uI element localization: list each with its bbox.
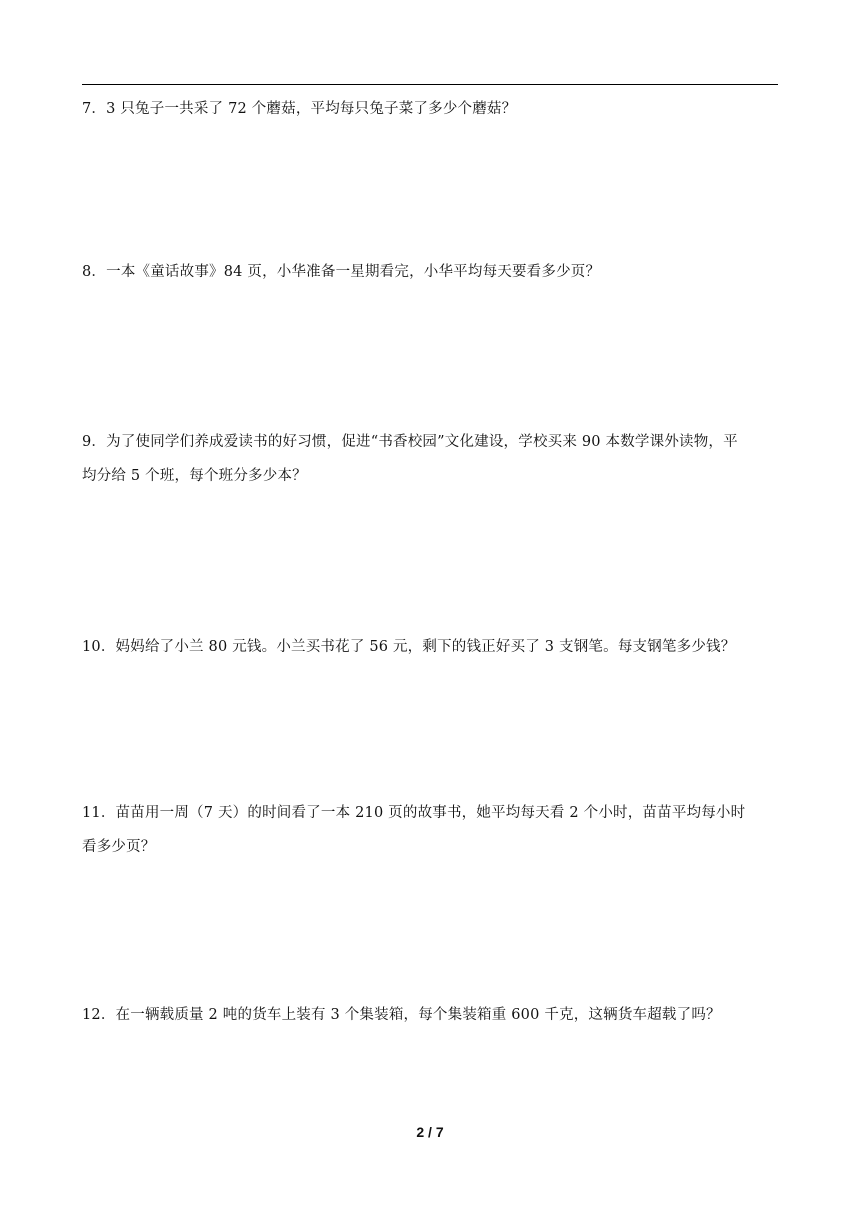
question-text: 12．在一辆载质量 2 吨的货车上装有 3 个集装箱，每个集装箱重 600 千克，这辆货车超载了吗？: [82, 1007, 721, 1023]
question-12: [82, 998, 782, 1032]
question-text: 8．一本《童话故事》84 页，小华准备一星期看完，小华平均每天要看多少页？: [82, 264, 601, 280]
question-7: [82, 92, 782, 126]
question-text: 9．为了使同学们养成爱读书的好习惯，促进“书香校园”文化建设，学校买来 90 本数学课外读物，平: [82, 434, 738, 450]
question-text: 11．苗苗用一周（7 天）的时间看了一本 210 页的故事书，她平均每天看 2 个小时，苗苗平均每小时: [82, 805, 746, 821]
question-8: [82, 255, 782, 289]
page-number: 2 / 7: [416, 1124, 444, 1140]
header-rule: [82, 84, 778, 85]
question-text-continued: 均分给 5 个班，每个班分多少本？: [82, 468, 307, 484]
question-11: [82, 796, 782, 864]
question-9: [82, 425, 782, 493]
question-text: 10．妈妈给了小兰 80 元钱。小兰买书花了 56 元，剩下的钱正好买了 3 支钢笔。每支钢笔多少钱？: [82, 639, 736, 655]
question-text-continued: 看多少页？: [82, 839, 156, 855]
question-10: [82, 630, 782, 664]
question-text: 7．3 只兔子一共采了 72 个蘑菇，平均每只兔子菜了多少个蘑菇？: [82, 101, 517, 117]
